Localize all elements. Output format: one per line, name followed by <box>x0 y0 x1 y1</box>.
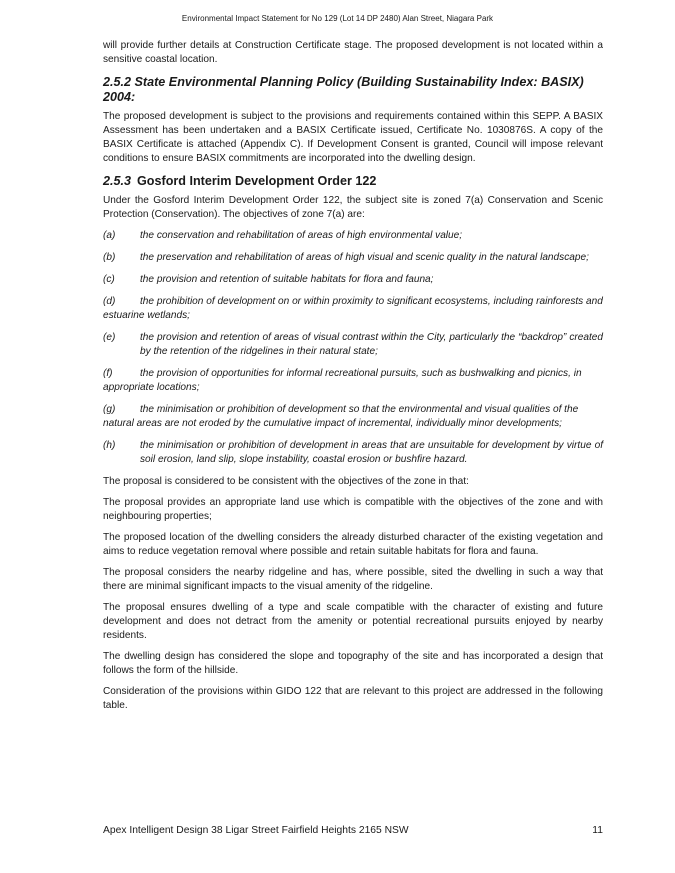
page-content <box>103 39 603 720</box>
objective-text: the preservation and rehabilitation of areas of high visual and scenic quality in the natural landscape; <box>140 252 589 263</box>
body-paragraph: The dwelling design has considered the slope and topography of the site and has incorporated a design that follows the form of the hillside. <box>103 651 603 676</box>
objective-label: (d) <box>103 296 116 307</box>
objective-label: (a) <box>103 230 116 241</box>
objective-label: (f) <box>103 368 113 379</box>
footer-text: Apex Intelligent Design 38 Ligar Street Fairfield Heights 2165 NSW <box>103 825 409 836</box>
objective-item <box>103 331 603 359</box>
objective-item <box>103 403 603 431</box>
page-number: 11 <box>592 825 603 836</box>
objective-item <box>103 273 603 287</box>
objective-label: (h) <box>103 440 116 451</box>
body-paragraph: The proposed location of the dwelling considers the already disturbed character of the existing vegetation and aims to reduce vegetation removal where possible and retain suitable habitats for flora and fauna. <box>103 532 603 557</box>
objective-item <box>103 295 603 323</box>
objective-text: the prohibition of development on or within proximity to significant ecosystems, including rainforests and estuarine wetlands; <box>103 296 603 321</box>
objective-text: the minimisation or prohibition of development in areas that are unsuitable for development by virtue of soil erosion, land slip, slope instability, coastal erosion or bushfire hazard. <box>140 440 603 465</box>
objective-text: the provision and retention of areas of visual contrast within the City, particularly the “backdrop” created by the retention of the ridgelines in their natural state; <box>140 332 603 357</box>
objective-item <box>103 251 603 265</box>
objective-item <box>103 367 603 395</box>
objective-label: (b) <box>103 252 116 263</box>
section-heading-2-5-3 <box>103 174 603 189</box>
intro-paragraph: will provide further details at Construction Certificate stage. The proposed development is not located within a sensitive coastal location. <box>103 40 603 65</box>
objective-text: the provision of opportunities for informal recreational pursuits, such as bushwalking and picnics, in appropriate locations; <box>103 368 582 393</box>
objective-text: the minimisation or prohibition of development so that the environmental and visual qualities of the natural areas are not eroded by the cumulative impact of incremental, individually minor developments; <box>103 404 579 429</box>
body-paragraph: Consideration of the provisions within GIDO 122 that are relevant to this project are addressed in the following table. <box>103 686 603 711</box>
body-paragraph: The proposal ensures dwelling of a type and scale compatible with the character of existing and future development and does not detract from the amenity or potential recreational pursuits enjoyed by nearby residents. <box>103 602 603 641</box>
objective-label: (g) <box>103 404 116 415</box>
objective-item <box>103 229 603 243</box>
page-footer <box>103 825 603 836</box>
objective-label: (e) <box>103 332 116 343</box>
zone-intro-paragraph: Under the Gosford Interim Development Order 122, the subject site is zoned 7(a) Conservation and Scenic Protection (Conservation). The objectives of zone 7(a) are: <box>103 195 603 220</box>
basix-paragraph: The proposed development is subject to the provisions and requirements contained within this SEPP. A BASIX Assessment has been undertaken and a BASIX Certificate issued, Certificate No. 1030876S. A copy of the BASIX Certificate is attached (Appendix C). If Development Consent is granted, Council will impose relevant conditions to ensure BASIX commitments are incorporated into the dwelling design. <box>103 111 603 164</box>
objective-item <box>103 439 603 467</box>
section-number: 2.5.3 <box>103 174 132 188</box>
section-title: Gosford Interim Development Order 122 <box>137 174 377 188</box>
page-header: Environmental Impact Statement for No 129 (Lot 14 DP 2480) Alan Street, Niagara Park <box>181 14 494 23</box>
body-paragraph: The proposal considers the nearby ridgeline and has, where possible, sited the dwelling in such a way that there are minimal significant impacts to the visual amenity of the ridgeline. <box>103 567 603 592</box>
body-paragraph: The proposal is considered to be consistent with the objectives of the zone in that: <box>103 476 469 487</box>
objective-text: the provision and retention of suitable habitats for flora and fauna; <box>140 274 434 285</box>
objective-text: the conservation and rehabilitation of areas of high environmental value; <box>140 230 463 241</box>
body-paragraph: The proposal provides an appropriate land use which is compatible with the objectives of the zone and with neighbouring properties; <box>103 497 603 522</box>
section-heading-2-5-2: 2.5.2 State Environmental Planning Policy (Building Sustainability Index: BASIX) 2004: <box>103 75 584 104</box>
objective-label: (c) <box>103 274 115 285</box>
